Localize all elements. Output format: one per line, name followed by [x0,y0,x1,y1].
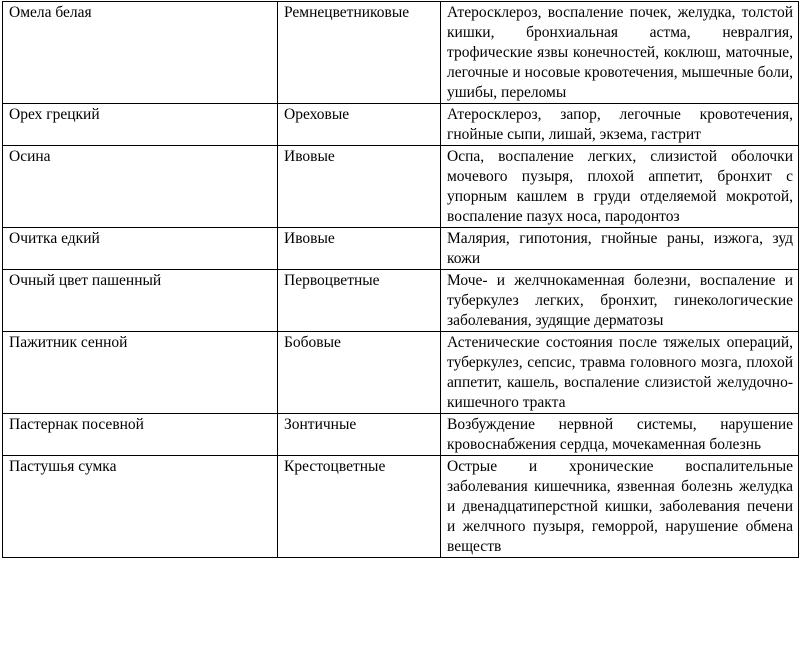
table-row [3,2,799,104]
plant-family-cell: Первоцветные [278,270,441,332]
plant-family-cell: Ивовые [278,146,441,228]
plant-name-cell: Очный цвет пашенный [3,270,278,332]
plant-uses-cell: Атеросклероз, запор, легочные кровотечения, гнойные сыпи, лишай, экзема, гастрит [441,104,799,146]
plant-name-cell: Пастушья сумка [3,456,278,558]
plant-family-cell: Бобовые [278,332,441,414]
plant-uses-cell: Атеросклероз, воспаление почек, желудка, толстой кишки, бронхиальная астма, невралгия, трофические язвы конечностей, коклюш, маточные, легочные и носовые кровотечения, мышечные боли, ушибы, переломы [441,2,799,104]
plant-uses-cell: Острые и хронические воспалительные заболевания кишечника, язвенная болезнь желудка и двенадцатиперстной кишки, заболевания печени и желчного пузыря, геморрой, нарушение обмена веществ [441,456,799,558]
plant-name-cell: Осина [3,146,278,228]
table-row [3,270,799,332]
plant-family-cell: Ореховые [278,104,441,146]
plant-family-cell: Ивовые [278,228,441,270]
table-row [3,228,799,270]
table-row [3,146,799,228]
plant-name-cell: Пастернак посевной [3,414,278,456]
plant-name-cell: Очитка едкий [3,228,278,270]
plant-uses-cell: Астенические состояния после тяжелых операций, туберкулез, сепсис, травма головного мозга, плохой аппетит, кашель, воспаление слизистой желудочно-кишечного тракта [441,332,799,414]
table-row [3,332,799,414]
table-row [3,104,799,146]
plant-family-cell: Зонтичные [278,414,441,456]
table-row [3,456,799,558]
plant-uses-cell: Оспа, воспаление легких, слизистой оболочки мочевого пузыря, плохой аппетит, бронхит с упорным кашлем в груди отделяемой мокротой, воспаление пазух носа, пародонтоз [441,146,799,228]
plant-uses-cell: Моче- и желчнокаменная болезни, воспаление и туберкулез легких, бронхит, гинекологические заболевания, зудящие дерматозы [441,270,799,332]
plant-family-cell: Ремнецветниковые [278,2,441,104]
plant-name-cell: Орех грецкий [3,104,278,146]
plant-family-cell: Крестоцветные [278,456,441,558]
plant-name-cell: Пажитник сенной [3,332,278,414]
plant-uses-cell: Малярия, гипотония, гнойные раны, изжога, зуд кожи [441,228,799,270]
plants-table [2,1,799,558]
table-row [3,414,799,456]
plant-name-cell: Омела белая [3,2,278,104]
plant-uses-cell: Возбуждение нервной системы, нарушение кровоснабжения сердца, мочекаменная болезнь [441,414,799,456]
